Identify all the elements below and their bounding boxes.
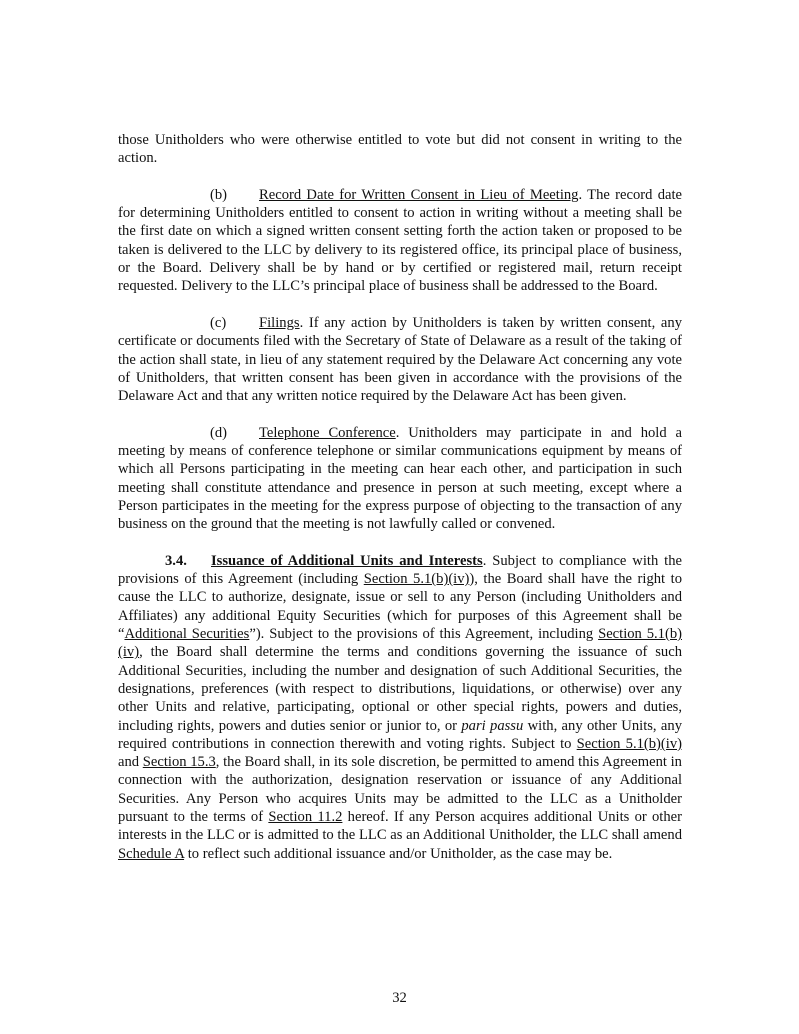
- section-number: 3.4.: [165, 552, 187, 569]
- paragraph-text: . Unitholders may participate in and hold a meeting by means of conference telephone or similar communications equipment by means of which all Persons participating in the meeting can hear each other, and participation in such meeting shall constitute attendance and presence in person at such meeting, except where a Person participates in the meeting for the express purpose of objecting to the transaction of any business on the ground that the meeting is not lawfully called or convened.: [118, 424, 682, 533]
- section-text: ”). Subject to the provisions of this Agreement, including: [249, 626, 599, 643]
- paragraph-b-record-date: [118, 186, 682, 296]
- paragraph-label: (d): [210, 424, 228, 441]
- paragraph-continuation: those Unitholders who were otherwise entitled to vote but did not consent in writing to the action.: [118, 132, 682, 167]
- section-reference: Section 5.1(b)(iv): [576, 735, 682, 752]
- paragraph-text: . The record date for determining Unitholders entitled to consent to action in writing without a meeting shall be the first date on which a signed written consent setting forth the action taken or proposed to be taken is delivered to the LLC by delivery to its registered office, its principal place of business, or the Board. Delivery shall be by hand or by certified or registered mail, return receipt requested. Delivery to the LLC’s principal place of business shall be addressed to the Board.: [118, 186, 683, 295]
- section-text: to reflect such additional issuance and/or Unitholder, as the case may be.: [184, 845, 613, 862]
- section-3-4-issuance: [118, 552, 682, 863]
- section-text: ), the Board shall have the right to cause the LLC to authorize, designate, issue or sell to any Person (including Unitholders and Affiliates) any additional Equity Securities (which for purposes of this Agreement shall be “: [118, 571, 682, 643]
- paragraph-text: . If any action by Unitholders is taken by written consent, any certificate or documents filed with the Secretary of State of Delaware as a result of the taking of the action shall state, in lieu of any statement required by the Delaware Act concerning any vote of Unitholders, that written consent has been given in accordance with the provisions of the Delaware Act and that any written notice required by the Delaware Act has been given.: [118, 314, 682, 405]
- paragraph-c-filings: [118, 314, 682, 405]
- section-reference: Section 5.1(b)(iv): [118, 626, 682, 661]
- paragraph-heading: Telephone Conference: [259, 424, 396, 441]
- section-text: and: [118, 754, 143, 771]
- defined-term: Additional Securities: [124, 626, 250, 643]
- paragraph-label: (b): [210, 186, 228, 203]
- section-reference: Section 15.3: [142, 754, 216, 771]
- paragraph-heading: Record Date for Written Consent in Lieu of Meeting: [259, 186, 579, 203]
- section-text: with, any other Units, any required contributions in connection therewith and voting rights. Subject to: [118, 717, 682, 752]
- section-text: , the Board shall determine the terms and conditions governing the issuance of such Additional Securities, including the number and designation of such Additional Securities, the designations, preferences (with respect to distributions, liquidations, or otherwise) over any other Units and relative, participating, optional or other special rights, powers and duties, including rights, powers and duties senior or junior to, or: [118, 644, 682, 734]
- paragraph-d-telephone-conference: [118, 424, 682, 534]
- section-text: hereof. If any Person acquires additional Units or other interests in the LLC or is admitted to the LLC as an Additional Unitholder, the LLC shall amend: [118, 808, 682, 844]
- section-text: , the Board shall, in its sole discretion, be permitted to amend this Agreement in connection with the authorization, designation reservation or issuance of any Additional Securities. Any Person who acquires Units may be admitted to the LLC as a Unitholder pursuant to the terms of: [118, 754, 682, 825]
- page-number: 32: [392, 990, 407, 1006]
- section-reference: Section 5.1(b)(iv): [363, 571, 470, 588]
- schedule-reference: Schedule A: [118, 845, 185, 862]
- document-body: [118, 131, 682, 881]
- section-heading: Issuance of Additional Units and Interests: [211, 552, 483, 569]
- section-text: . Subject to compliance with the provisions of this Agreement (including: [118, 552, 682, 588]
- paragraph-heading: Filings: [259, 314, 300, 331]
- section-reference: Section 11.2: [268, 808, 343, 825]
- italic-term: pari passu: [461, 717, 524, 734]
- paragraph-label: (c): [210, 314, 227, 331]
